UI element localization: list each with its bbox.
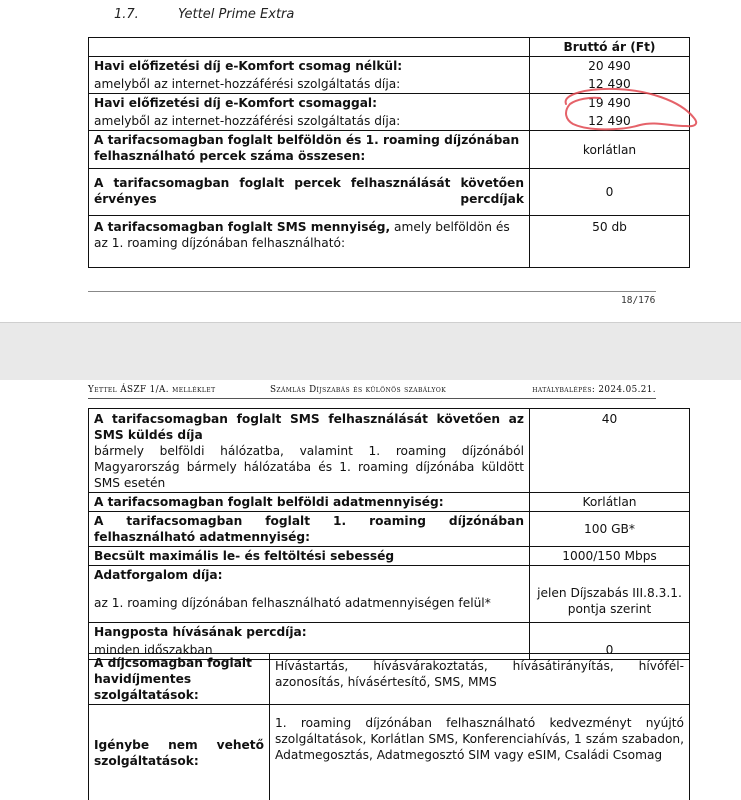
table-header-row <box>89 38 690 57</box>
row-label: A tarifacsomagban foglalt 1. roaming díjzónában felhasználható adatmennyiség: <box>94 514 524 544</box>
row-value: 12 490 <box>530 75 690 94</box>
table-row <box>89 169 690 216</box>
table-row <box>89 94 690 113</box>
section-heading <box>114 7 294 22</box>
row-value: 0 <box>530 641 690 660</box>
table-row <box>89 216 690 268</box>
table-row <box>89 654 690 705</box>
page-number: 18/176 <box>621 295 656 306</box>
table-row <box>89 566 690 585</box>
section-title: Yettel Prime Extra <box>178 7 295 22</box>
table-row <box>89 585 690 623</box>
row-label: A tarifacsomagban foglalt percek felhasználását követően érvényes percdíjak <box>94 176 524 206</box>
row-label-rest: bármely belföldi hálózatba, valamint 1. roaming díjzónából Magyarország bármely hálózatába és 1. roaming díjzónába küldött SMS esetén <box>94 444 524 490</box>
row-value: 40 <box>530 409 690 493</box>
table-row <box>89 623 690 642</box>
row-value: korlátlan <box>530 131 690 169</box>
tariff-table <box>88 408 690 660</box>
row-label: az 1. roaming díjzónában felhasználható adatmennyiségen felül* <box>89 585 530 623</box>
row-value: jelen Díjszabás III.8.3.1. pontja szerint <box>530 585 690 623</box>
row-value: 0 <box>530 169 690 216</box>
price-table <box>88 37 690 268</box>
table-row <box>89 57 690 76</box>
row-label: Havi előfizetési díj e-Komfort csomaggal: <box>94 96 377 110</box>
row-label: A díjcsomagban foglalt havidíjmentes szolgáltatások: <box>94 656 252 702</box>
table-row <box>89 112 690 131</box>
row-value: 1. roaming díjzónában felhasználható kedvezményt nyújtó szolgáltatások, Korlátlan SMS, Konferenciahívás, 1 szám szabadon, Adatmegosztás, Adatmegosztó SIM vagy eSIM, Családi Csomag <box>270 705 690 800</box>
row-value: 50 db <box>530 216 690 268</box>
row-value: 100 GB* <box>530 512 690 547</box>
document-page-18 <box>0 0 741 322</box>
price-column-header: Bruttó ár (Ft) <box>530 38 690 57</box>
running-header-rule <box>88 398 656 399</box>
row-label-bold: A tarifacsomagban foglalt SMS mennyiség, <box>94 220 391 234</box>
row-heading: Hangposta hívásának percdíja: <box>94 625 307 639</box>
row-value: 19 490 <box>530 94 690 113</box>
document-page-19 <box>0 380 741 800</box>
row-value: 20 490 <box>530 57 690 76</box>
table-row <box>89 493 690 512</box>
row-label: Havi előfizetési díj e-Komfort csomag nélkül: <box>94 59 403 73</box>
row-value: 12 490 <box>530 112 690 131</box>
table-row <box>89 75 690 94</box>
running-header-left: Yettel ÁSZF 1/A. melléklet <box>88 385 216 395</box>
row-label: A tarifacsomagban foglalt belföldi adatmennyiség: <box>94 495 444 509</box>
row-label: A tarifacsomagban foglalt belföldön és 1. roaming díjzónában felhasználható percek száma összesen: <box>94 133 520 163</box>
row-value: Hívástartás, hívásvárakoztatás, hívásátirányítás, hívófél-azonosítás, hívásértesítő, SMS, MMS <box>270 654 690 705</box>
table-row <box>89 131 690 169</box>
row-heading: Adatforgalom díja: <box>94 568 223 582</box>
row-label: amelyből az internet-hozzáférési szolgáltatás díja: <box>89 75 530 94</box>
table-row <box>89 409 690 493</box>
row-label: Igénybe nem vehető szolgáltatások: <box>94 737 264 768</box>
row-label: amelyből az internet-hozzáférési szolgáltatás díja: <box>89 112 530 131</box>
table-row <box>89 512 690 547</box>
page-gap <box>0 322 741 380</box>
running-header-center: Számlás Díjszabás és különös szabályok <box>270 385 447 395</box>
footer-rule <box>88 291 656 292</box>
row-label-bold: A tarifacsomagban foglalt SMS felhasználását követően az SMS küldés díja <box>94 412 524 442</box>
row-label-rest: amely belföldön és az 1. roaming díjzónában felhasználható: <box>94 220 510 250</box>
row-value: 1000/150 Mbps <box>530 547 690 566</box>
running-header-right: hatálybalépés: 2024.05.21. <box>532 385 656 395</box>
row-label: minden időszakban <box>89 641 530 660</box>
table-row <box>89 547 690 566</box>
row-label: Becsült maximális le- és feltöltési sebesség <box>94 549 395 563</box>
section-number: 1.7. <box>114 7 139 22</box>
row-value: Korlátlan <box>530 493 690 512</box>
services-table <box>88 653 690 800</box>
table-row <box>89 705 690 800</box>
